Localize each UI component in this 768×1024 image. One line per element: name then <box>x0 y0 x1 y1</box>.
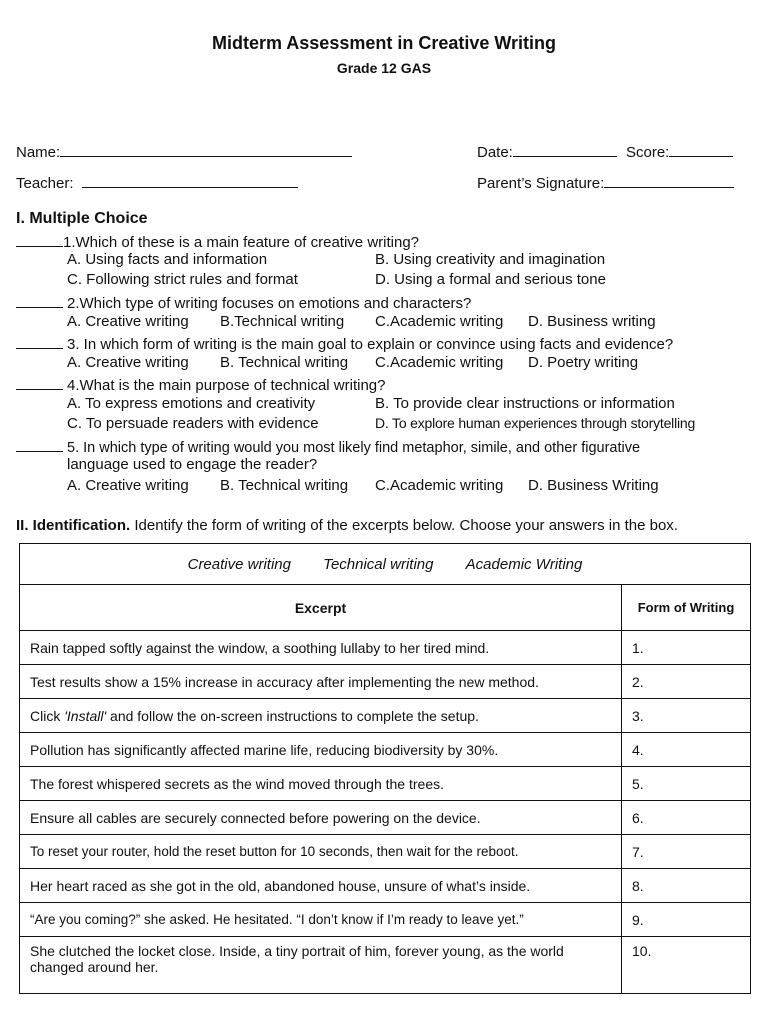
column-header-excerpt: Excerpt <box>20 585 622 631</box>
q4-option-a: A. To express emotions and creativity <box>67 395 316 412</box>
q3-option-a: A. Creative writing <box>67 354 189 371</box>
name-blank[interactable] <box>60 141 352 157</box>
choice-technical: Technical writing <box>323 555 434 573</box>
q4-option-c: C. To persuade readers with evidence <box>67 415 319 432</box>
excerpt-pre: Click <box>30 707 65 724</box>
answer-cell[interactable]: 4. <box>622 733 751 767</box>
excerpt-cell: Her heart raced as she got in the old, abandoned house, unsure of what’s inside. <box>20 869 622 903</box>
section-2-title: II. Identification. <box>16 517 131 534</box>
parent-signature-label: Parent’s Signature: <box>477 175 605 192</box>
answer-blank-1[interactable] <box>16 231 63 247</box>
question-1 <box>16 231 419 251</box>
excerpt-emphasis: 'Install' <box>64 707 107 724</box>
page-subtitle: Grade 12 GAS <box>336 60 432 76</box>
answer-cell[interactable]: 9. <box>622 903 751 937</box>
score-field[interactable] <box>626 141 733 161</box>
answer-blank-2[interactable] <box>16 292 63 308</box>
excerpt-cell: She clutched the locket close. Inside, a tiny portrait of him, forever young, as the world changed around her. <box>20 937 622 994</box>
excerpt-post: and follow the on-screen instructions to complete the setup. <box>106 707 479 724</box>
choices-box <box>20 544 751 585</box>
score-blank[interactable] <box>669 141 733 157</box>
q2-option-d: D. Business writing <box>528 313 656 330</box>
table-row <box>20 733 751 767</box>
question-5 <box>16 436 640 456</box>
q3-option-d: D. Poetry writing <box>528 354 639 371</box>
excerpt-cell: To reset your router, hold the reset button for 10 seconds, then wait for the reboot. <box>20 835 622 869</box>
choice-creative: Creative writing <box>187 555 291 573</box>
table-row <box>20 665 751 699</box>
table-row <box>20 767 751 801</box>
q2-option-c: C.Academic writing <box>375 313 504 330</box>
q4-option-b: B. To provide clear instructions or information <box>375 395 675 412</box>
teacher-label: Teacher: <box>16 175 74 192</box>
answer-cell[interactable]: 3. <box>622 699 751 733</box>
header-row <box>20 585 751 631</box>
q5-option-d: D. Business Writing <box>528 477 659 494</box>
section-1-title: I. Multiple Choice <box>16 210 148 227</box>
answer-blank-4[interactable] <box>16 374 63 390</box>
q5-option-a: A. Creative writing <box>67 477 189 494</box>
q1-option-b: B. Using creativity and imagination <box>375 251 606 268</box>
answer-cell[interactable]: 8. <box>622 869 751 903</box>
identification-table <box>19 543 751 994</box>
parent-signature-blank[interactable] <box>604 172 734 188</box>
page-title: Midterm Assessment in Creative Writing <box>211 33 557 53</box>
column-header-form: Form of Writing <box>622 585 751 631</box>
answer-cell[interactable]: 2. <box>622 665 751 699</box>
question-4 <box>16 374 386 394</box>
section-2-instructions: Identify the form of writing of the excerpts below. Choose your answers in the box. <box>134 517 678 534</box>
q5-option-b: B. Technical writing <box>220 477 349 494</box>
table-row <box>20 631 751 665</box>
q2-option-a: A. Creative writing <box>67 313 189 330</box>
excerpt-cell: Test results show a 15% increase in accuracy after implementing the new method. <box>20 665 622 699</box>
parent-signature-field[interactable] <box>477 172 734 192</box>
excerpt-cell: Rain tapped softly against the window, a soothing lullaby to her tired mind. <box>20 631 622 665</box>
q2-option-b: B.Technical writing <box>220 313 345 330</box>
date-field[interactable] <box>477 141 617 161</box>
excerpt-cell: Ensure all cables are securely connected before powering on the device. <box>20 801 622 835</box>
table-row <box>20 937 751 994</box>
table-row <box>20 835 751 869</box>
question-4-text: 4.What is the main purpose of technical writing? <box>67 377 386 394</box>
question-5-text-cont: language used to engage the reader? <box>67 456 318 473</box>
table-row <box>20 869 751 903</box>
excerpt-cell <box>20 699 622 733</box>
answer-blank-5[interactable] <box>16 436 63 452</box>
question-3 <box>16 333 673 353</box>
q3-option-c: C.Academic writing <box>375 354 504 371</box>
question-5-text: 5. In which type of writing would you most likely find metaphor, simile, and other figurative <box>67 440 641 456</box>
name-field[interactable] <box>16 141 352 161</box>
score-label: Score: <box>626 144 670 161</box>
excerpt-cell: The forest whispered secrets as the wind moved through the trees. <box>20 767 622 801</box>
q3-option-b: B. Technical writing <box>220 354 349 371</box>
excerpt-cell: Pollution has significantly affected marine life, reducing biodiversity by 30%. <box>20 733 622 767</box>
date-label: Date: <box>477 144 513 161</box>
answer-cell[interactable]: 10. <box>622 937 751 994</box>
choices-row <box>20 544 751 585</box>
question-3-text: 3. In which form of writing is the main goal to explain or convince using facts and evidence? <box>67 336 674 353</box>
choice-academic: Academic Writing <box>465 555 583 573</box>
q4-option-d: D. To explore human experiences through storytelling <box>375 415 696 431</box>
answer-cell[interactable]: 5. <box>622 767 751 801</box>
q1-option-a: A. Using facts and information <box>67 251 268 268</box>
table-row <box>20 801 751 835</box>
question-2-text: 2.Which type of writing focuses on emotions and characters? <box>67 295 472 312</box>
table-row <box>20 699 751 733</box>
answer-cell[interactable]: 7. <box>622 835 751 869</box>
excerpt-cell: “Are you coming?” she asked. He hesitated. “I don’t know if I’m ready to leave yet.” <box>20 903 622 937</box>
answer-cell[interactable]: 1. <box>622 631 751 665</box>
q5-option-c: C.Academic writing <box>375 477 504 494</box>
section-2-heading <box>16 517 678 534</box>
question-1-text: 1.Which of these is a main feature of creative writing? <box>63 234 420 251</box>
question-2 <box>16 292 471 312</box>
teacher-field[interactable] <box>16 172 298 192</box>
q1-option-c: C. Following strict rules and format <box>67 271 298 288</box>
table-row <box>20 903 751 937</box>
name-label: Name: <box>16 144 61 161</box>
date-blank[interactable] <box>513 141 617 157</box>
q1-option-d: D. Using a formal and serious tone <box>375 271 606 288</box>
answer-blank-3[interactable] <box>16 333 63 349</box>
teacher-blank[interactable] <box>82 172 298 188</box>
answer-cell[interactable]: 6. <box>622 801 751 835</box>
